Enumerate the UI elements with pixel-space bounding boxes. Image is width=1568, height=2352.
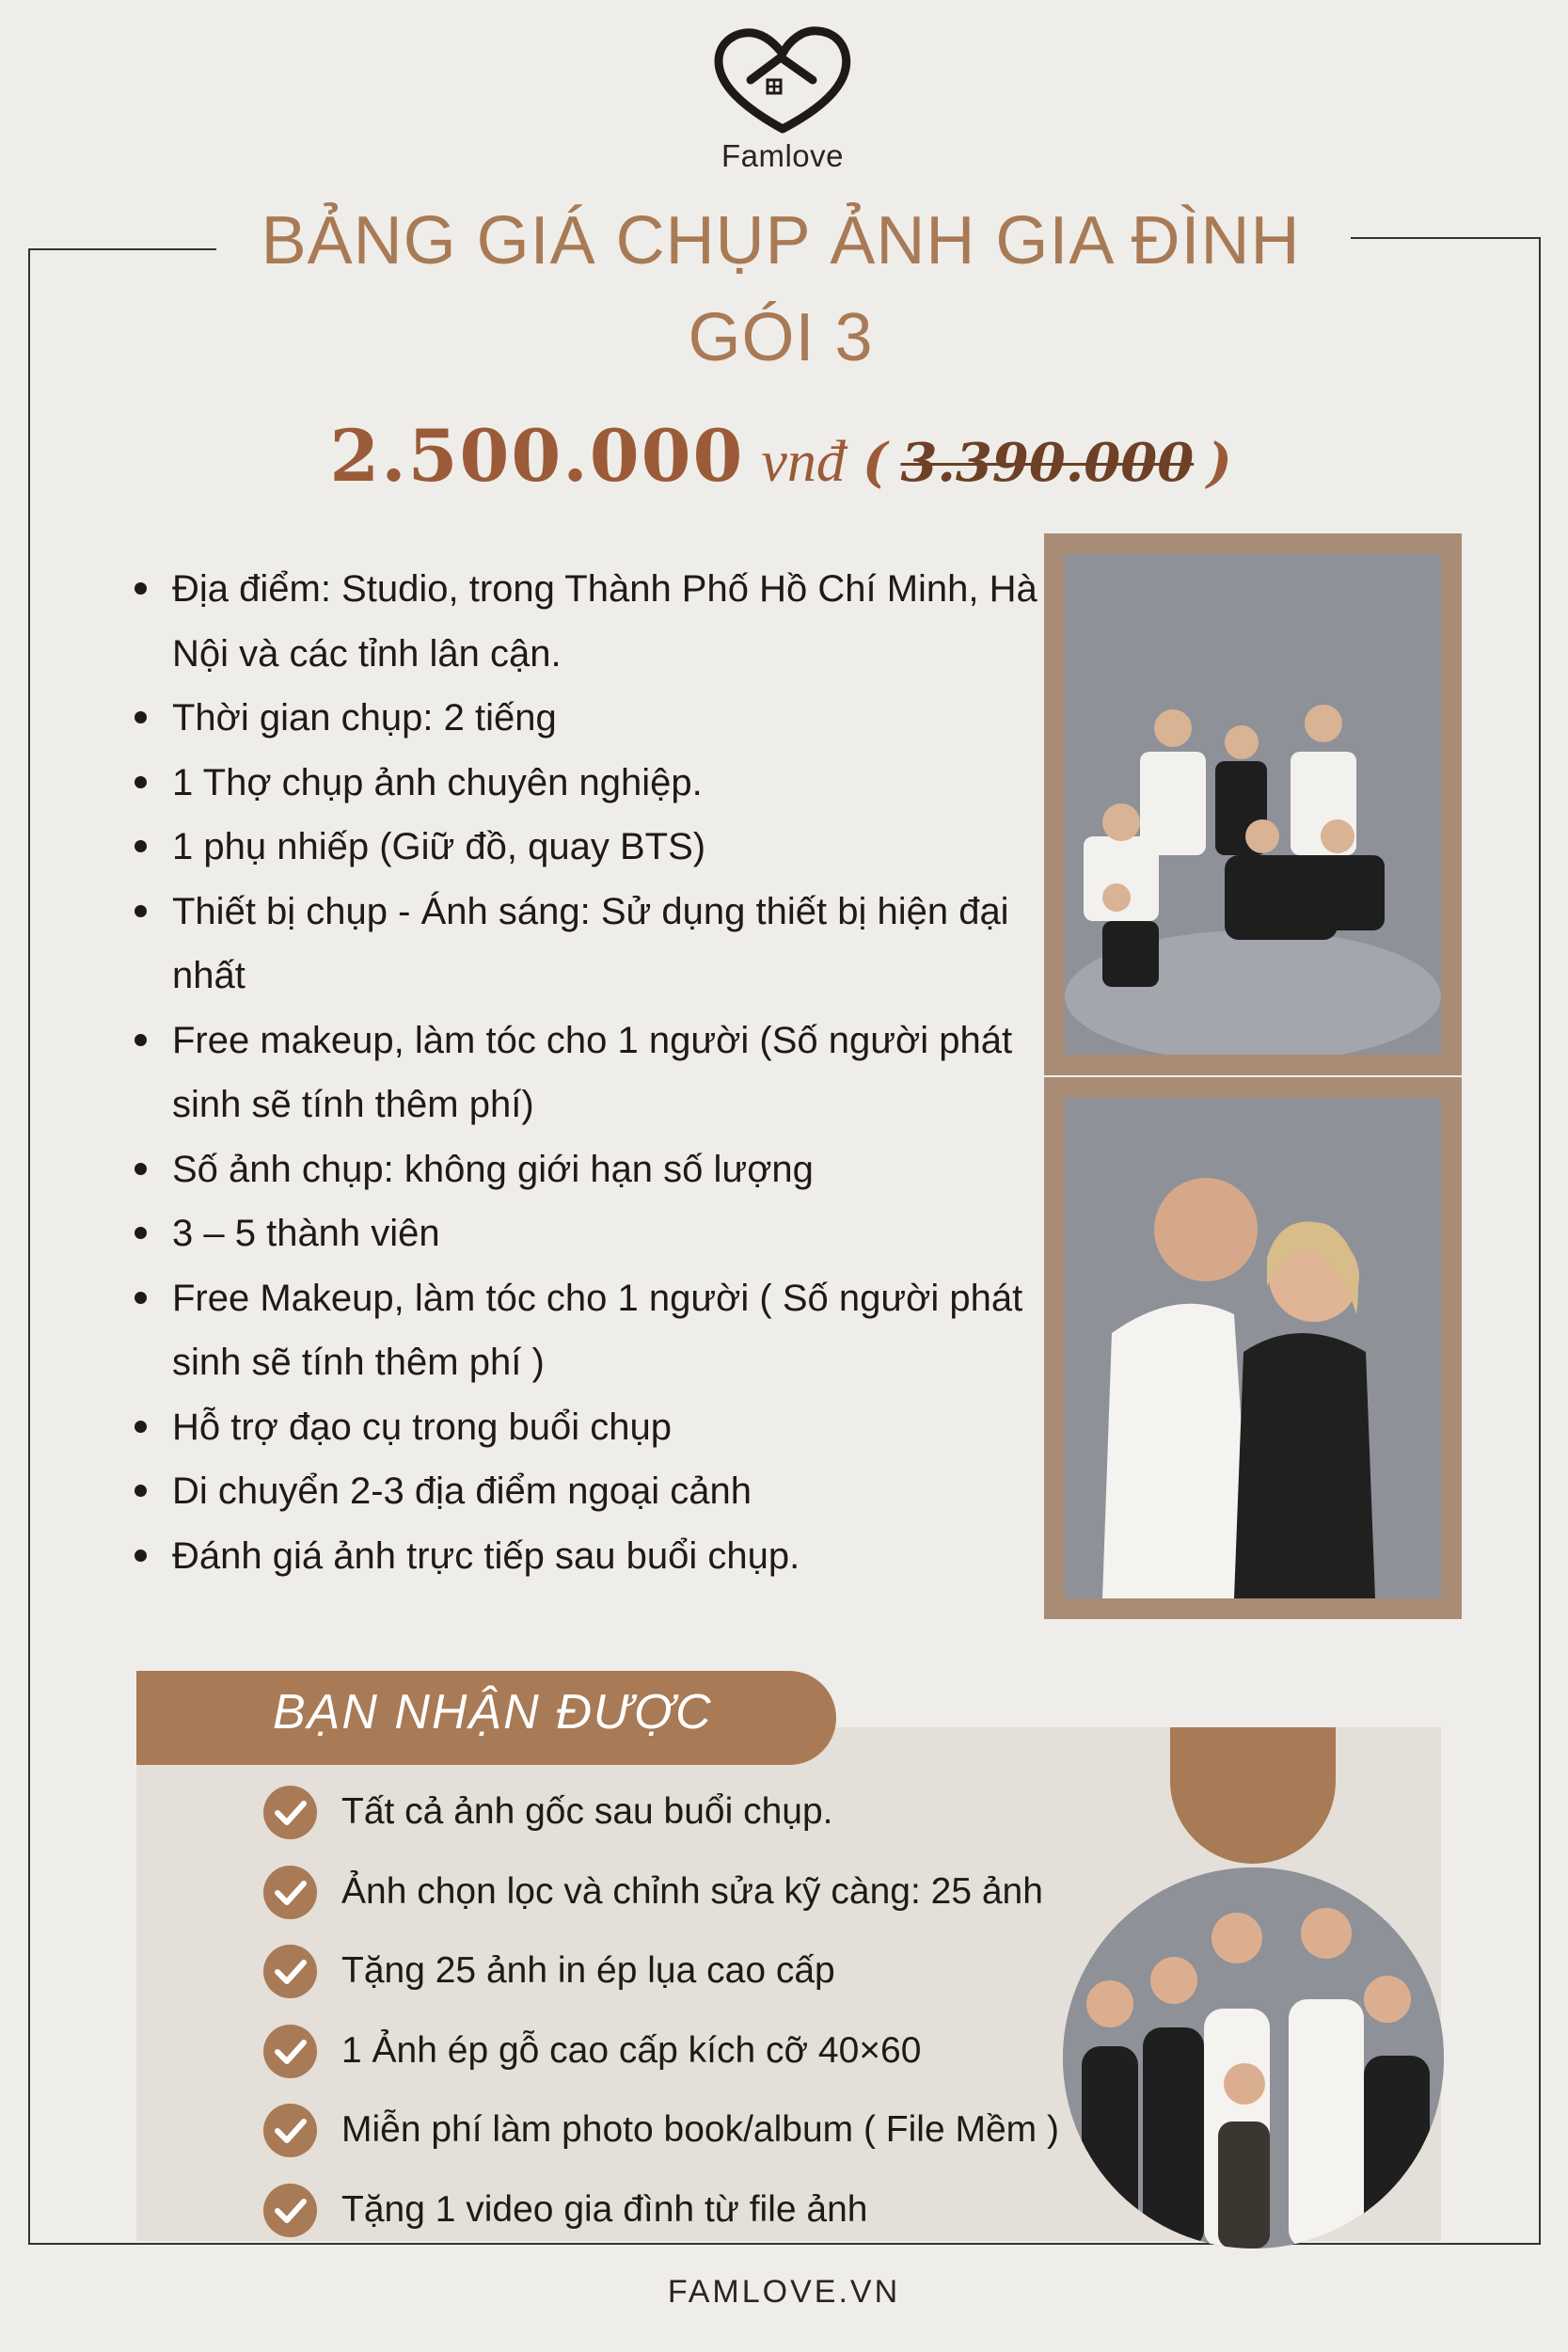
benefit-text: Tặng 25 ảnh in ép lụa cao cấp	[341, 1950, 835, 1991]
benefit-item	[263, 1852, 1110, 1932]
page-title: BẢNG GIÁ CHỤP ẢNH GIA ĐÌNH	[261, 203, 1301, 278]
list-item: Đánh giá ảnh trực tiếp sau buổi chụp.	[130, 1524, 1052, 1589]
check-circle-icon	[263, 2104, 317, 2157]
package-name: GÓI 3	[688, 300, 874, 375]
benefits-list	[263, 1772, 1110, 2249]
famlove-logo	[707, 24, 858, 183]
check-circle-icon	[263, 1786, 317, 1839]
benefit-item	[263, 1931, 1110, 2011]
check-circle-icon	[263, 2025, 317, 2078]
benefit-item	[263, 2090, 1110, 2170]
list-item: Số ảnh chụp: không giới hạn số lượng	[130, 1137, 1052, 1202]
benefits-heading: BẠN NHẬN ĐƯỢC	[273, 1685, 713, 1740]
benefit-text: 1 Ảnh ép gỗ cao cấp kích cỡ 40×60	[341, 2029, 922, 2071]
frame-line-right	[1539, 237, 1541, 2245]
feature-list	[130, 557, 1052, 1588]
list-item: Hỗ trợ đạo cụ trong buổi chụp	[130, 1395, 1052, 1460]
list-item: Thiết bị chụp - Ánh sáng: Sử dụng thiết bị hiện đại nhất	[130, 880, 1052, 1009]
check-circle-icon	[263, 2184, 317, 2237]
benefit-text: Ảnh chọn lọc và chỉnh sửa kỹ càng: 25 ảnh	[341, 1870, 1043, 1912]
family-photo-illustration	[1065, 554, 1441, 1055]
benefit-text: Tất cả ảnh gốc sau buổi chụp.	[341, 1791, 833, 1832]
check-circle-icon	[263, 1866, 317, 1919]
photo-frame-bottom	[1044, 1077, 1462, 1619]
price-row	[188, 414, 1373, 498]
photo-frame-top	[1044, 533, 1462, 1075]
benefit-item	[263, 2170, 1110, 2250]
couple-photo	[1065, 1098, 1441, 1598]
frame-line-left	[28, 248, 30, 2245]
benefit-item	[263, 2011, 1110, 2091]
family-circle-illustration	[1063, 1867, 1444, 2249]
list-item: Free makeup, làm tóc cho 1 người (Số người phát sinh sẽ tính thêm phí)	[130, 1009, 1052, 1137]
heart-house-icon	[707, 24, 858, 136]
list-item: 1 Thợ chụp ảnh chuyên nghiệp.	[130, 751, 1052, 816]
benefit-item	[263, 1772, 1110, 1852]
list-item: 3 – 5 thành viên	[130, 1201, 1052, 1266]
logo-text: Famlove	[721, 138, 845, 173]
price-original: 3.390.000	[900, 432, 1195, 494]
open-paren: (	[862, 432, 888, 494]
price-original-group	[863, 432, 1232, 494]
website-footer: FAMLOVE.VN	[667, 2274, 901, 2310]
list-item: Địa điểm: Studio, trong Thành Phố Hồ Chí Minh, Hà Nội và các tỉnh lân cận.	[130, 557, 1052, 686]
list-item: Free Makeup, làm tóc cho 1 người ( Số người phát sinh sẽ tính thêm phí )	[130, 1266, 1052, 1395]
list-item: Di chuyển 2-3 địa điểm ngoại cảnh	[130, 1459, 1052, 1524]
family-group-photo	[1065, 554, 1441, 1055]
family-circle-photo	[1063, 1867, 1444, 2249]
check-circle-icon	[263, 1945, 317, 1998]
close-paren: )	[1207, 432, 1232, 494]
price-amount: 2.500.000	[329, 414, 745, 498]
benefit-text: Miễn phí làm photo book/album ( File Mềm )	[341, 2109, 1059, 2150]
price-unit: vnđ	[761, 430, 846, 494]
benefit-text: Tặng 1 video gia đình từ file ảnh	[341, 2188, 868, 2230]
list-item: Thời gian chụp: 2 tiếng	[130, 686, 1052, 751]
couple-photo-illustration	[1065, 1098, 1441, 1598]
list-item: 1 phụ nhiếp (Giữ đồ, quay BTS)	[130, 815, 1052, 880]
